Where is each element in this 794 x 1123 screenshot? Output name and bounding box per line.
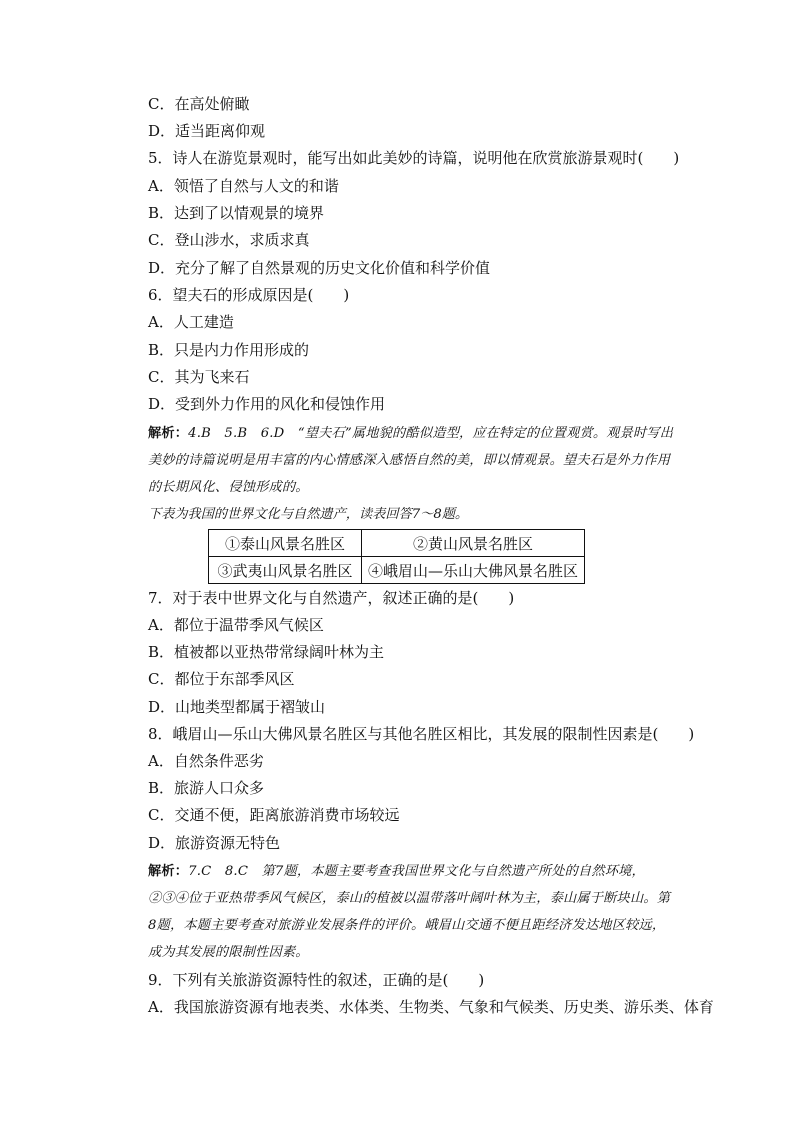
option-d: D．旅游资源无特色	[148, 834, 281, 852]
option-b: B．达到了以情观景的境界	[148, 204, 325, 222]
option-c: C．都位于东部季风区	[148, 670, 295, 688]
question-7: 7．对于表中世界文化与自然遗产，叙述正确的是( )	[148, 589, 515, 607]
table-row	[209, 557, 585, 584]
answer-label: 解析：	[148, 864, 189, 879]
option-c: C．在高处俯瞰	[148, 95, 250, 113]
table-row	[209, 530, 585, 557]
question-6: 6．望夫石的形成原因是( )	[148, 286, 350, 304]
option-b: B．植被都以亚热带常绿阔叶林为主	[148, 643, 385, 661]
table-cell: ③武夷山风景名胜区	[209, 557, 362, 584]
option-c: C．登山涉水，求质求真	[148, 231, 310, 249]
heritage-table	[208, 529, 585, 584]
table-cell: ①泰山风景名胜区	[209, 530, 362, 557]
question-5: 5．诗人在游览景观时，能写出如此美妙的诗篇，说明他在欣赏旅游景观时( )	[148, 149, 680, 167]
question-8: 8．峨眉山—乐山大佛风景名胜区与其他名胜区相比，其发展的限制性因素是( )	[148, 725, 695, 743]
option-c: C．交通不便，距离旅游消费市场较远	[148, 806, 400, 824]
answer-text: 7.C 8.C 第7题，本题主要考查我国世界文化与自然遗产所处的自然环境，②③④位于亚热带季风气候区，泰山的植被以温带落叶阔叶林为主，泰山属于断块山。第8题，本题主要考查对旅游业发展条件的评价。峨眉山交通不便且距经济发达地区较远，成为其发展的限制性因素。	[148, 864, 671, 960]
option-d: D．山地类型都属于褶皱山	[148, 698, 326, 716]
option-a: A．人工建造	[148, 313, 234, 331]
option-b: B．只是内力作用形成的	[148, 341, 310, 359]
answer-explanation-1	[148, 420, 676, 501]
table-cell: ②黄山风景名胜区	[362, 530, 585, 557]
table-intro: 下表为我国的世界文化与自然遗产，读表回答7～8题。	[148, 507, 469, 522]
answer-text: 4.B 5.B 6.D “望夫石”属地貌的酷似造型，应在特定的位置观赏。观景时写出美妙的诗篇说明是用丰富的内心情感深入感悟自然的美，即以情观景。望夫石是外力作用的长期风化、侵蚀形成的。	[148, 426, 674, 495]
answer-explanation-2	[148, 858, 676, 966]
option-d: D．充分了解了自然景观的历史文化价值和科学价值	[148, 259, 491, 277]
answer-label: 解析：	[148, 426, 189, 441]
option-a: A．我国旅游资源有地表类、水体类、生物类、气象和气候类、历史类、游乐类、体育	[148, 998, 714, 1016]
question-9: 9．下列有关旅游资源特性的叙述，正确的是( )	[148, 971, 485, 989]
option-a: A．自然条件恶劣	[148, 752, 264, 770]
option-d: D．适当距离仰观	[148, 122, 266, 140]
option-c: C．其为飞来石	[148, 368, 250, 386]
option-b: B．旅游人口众多	[148, 779, 265, 797]
table-cell: ④峨眉山—乐山大佛风景名胜区	[362, 557, 585, 584]
option-a: A．都位于温带季风气候区	[148, 616, 324, 634]
option-a: A．领悟了自然与人文的和谐	[148, 177, 339, 195]
option-d: D．受到外力作用的风化和侵蚀作用	[148, 395, 386, 413]
